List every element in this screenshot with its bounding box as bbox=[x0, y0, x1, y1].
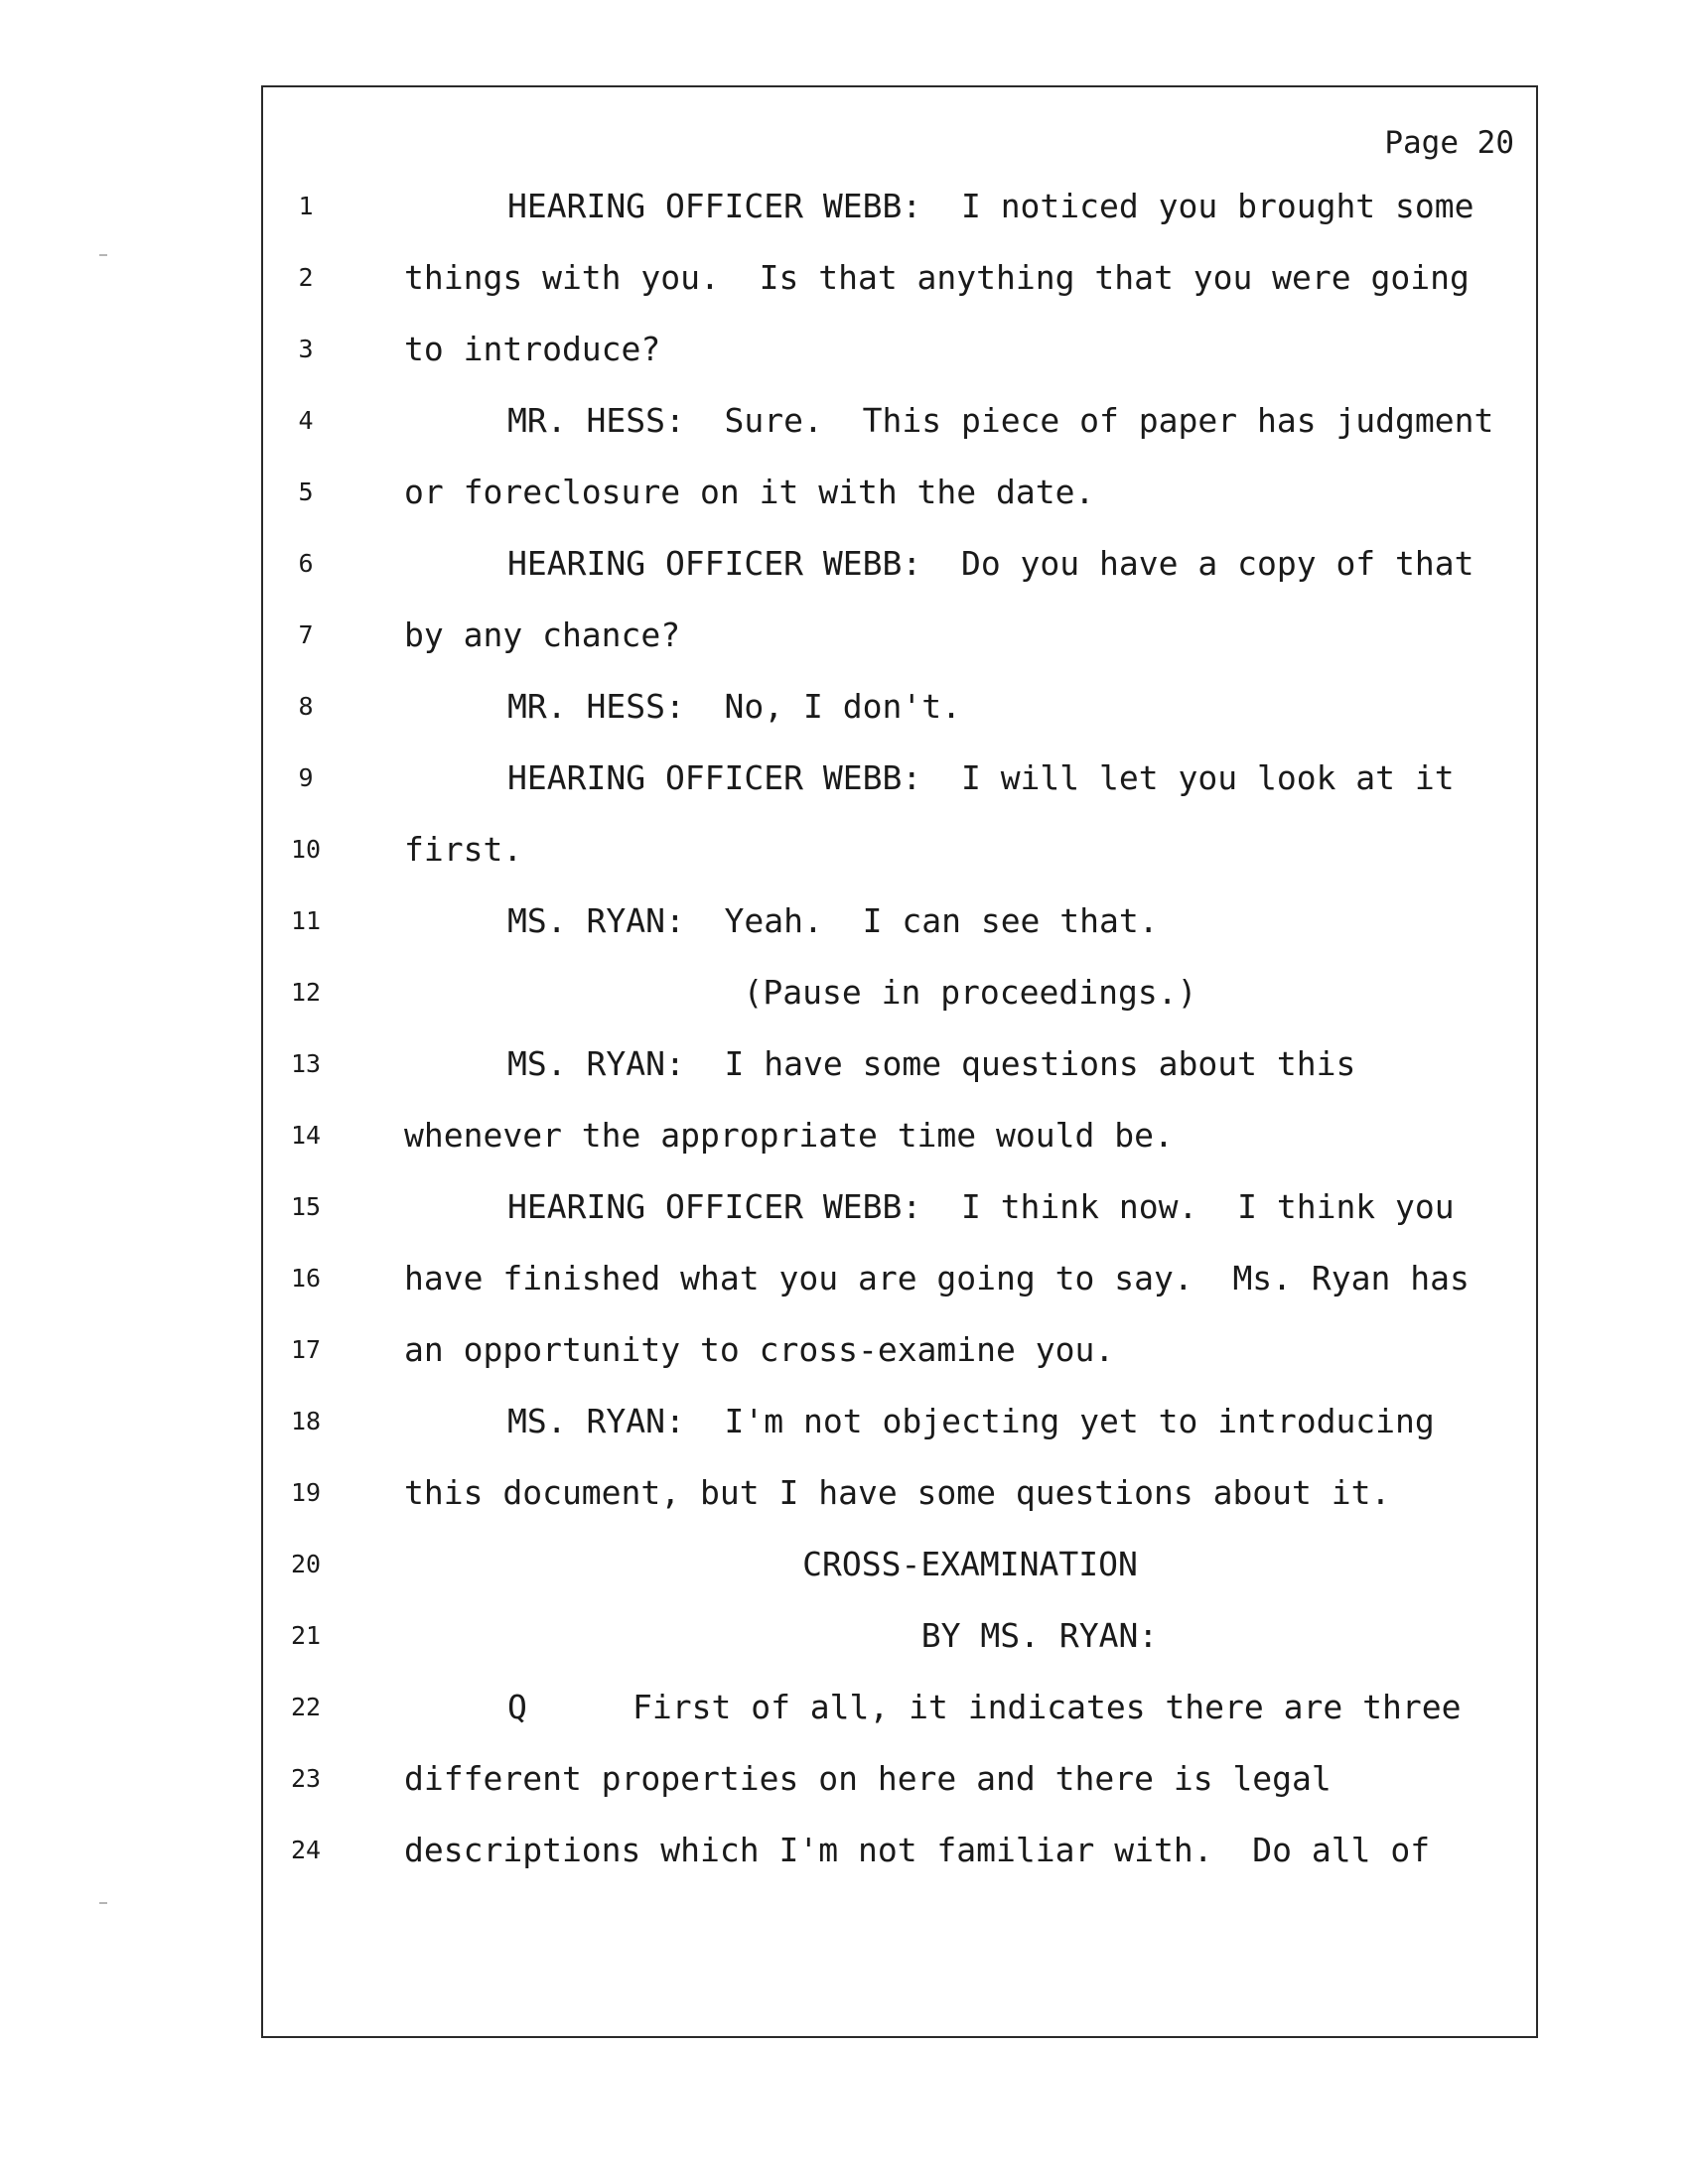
transcript-line bbox=[263, 687, 1536, 758]
line-text: First of all, it indicates there are three bbox=[632, 1688, 1462, 1726]
line-text: HEARING OFFICER WEBB: Do you have a copy of that bbox=[507, 544, 1474, 583]
line-number: 7 bbox=[298, 620, 314, 649]
line-text: things with you. Is that anything that you were going bbox=[404, 258, 1470, 297]
transcript-line bbox=[263, 1187, 1536, 1259]
line-text: CROSS-EXAMINATION bbox=[802, 1545, 1138, 1583]
line-number: 10 bbox=[290, 835, 322, 864]
line-number: 15 bbox=[290, 1192, 322, 1221]
line-number: 9 bbox=[298, 763, 314, 792]
question-label: Q bbox=[507, 1688, 527, 1726]
line-number: 22 bbox=[290, 1693, 322, 1721]
line-text: descriptions which I'm not familiar with. Do all of bbox=[404, 1831, 1431, 1869]
line-text: by any chance? bbox=[404, 615, 681, 654]
transcript-line bbox=[263, 615, 1536, 687]
transcript-line bbox=[263, 1116, 1536, 1187]
transcript-line bbox=[263, 1473, 1536, 1545]
line-text: to introduce? bbox=[404, 330, 661, 368]
margin-mark bbox=[99, 1902, 107, 1904]
transcript-line bbox=[263, 1616, 1536, 1688]
transcript-line bbox=[263, 1831, 1536, 1902]
transcript-line bbox=[263, 973, 1536, 1044]
line-number: 24 bbox=[290, 1836, 322, 1864]
transcript-line bbox=[263, 830, 1536, 901]
transcript-line bbox=[263, 473, 1536, 544]
line-text: MR. HESS: No, I don't. bbox=[507, 687, 961, 726]
line-text: HEARING OFFICER WEBB: I noticed you brought some bbox=[507, 187, 1474, 225]
line-text: HEARING OFFICER WEBB: I think now. I think you bbox=[507, 1187, 1455, 1226]
line-number: 21 bbox=[290, 1621, 322, 1650]
line-text: or foreclosure on it with the date. bbox=[404, 473, 1095, 511]
line-number: 8 bbox=[298, 692, 314, 721]
transcript-line bbox=[263, 1759, 1536, 1831]
transcript-line bbox=[263, 901, 1536, 973]
transcript-line bbox=[263, 1402, 1536, 1473]
transcript-line bbox=[263, 258, 1536, 330]
line-text: different properties on here and there is legal bbox=[404, 1759, 1332, 1798]
line-number: 13 bbox=[290, 1049, 322, 1078]
line-number: 18 bbox=[290, 1407, 322, 1435]
line-number: 3 bbox=[298, 335, 314, 363]
transcript-line bbox=[263, 1545, 1536, 1616]
line-number: 11 bbox=[290, 906, 322, 935]
line-number: 23 bbox=[290, 1764, 322, 1793]
line-text: this document, but I have some questions about it. bbox=[404, 1473, 1391, 1512]
line-number: 12 bbox=[290, 978, 322, 1007]
line-number: 6 bbox=[298, 549, 314, 578]
line-number: 1 bbox=[298, 192, 314, 220]
line-number: 16 bbox=[290, 1264, 322, 1293]
line-number: 2 bbox=[298, 263, 314, 292]
line-number: 19 bbox=[290, 1478, 322, 1507]
line-text: first. bbox=[404, 830, 523, 869]
line-number: 4 bbox=[298, 406, 314, 435]
line-text: have finished what you are going to say. Ms. Ryan has bbox=[404, 1259, 1470, 1297]
line-text: HEARING OFFICER WEBB: I will let you look at it bbox=[507, 758, 1455, 797]
transcript-line bbox=[263, 330, 1536, 401]
transcript-line bbox=[263, 187, 1536, 258]
line-number: 14 bbox=[290, 1121, 322, 1150]
transcript-line bbox=[263, 401, 1536, 473]
line-text: whenever the appropriate time would be. bbox=[404, 1116, 1174, 1155]
line-number: 20 bbox=[290, 1550, 322, 1578]
transcript-line bbox=[263, 544, 1536, 615]
line-number: 17 bbox=[290, 1335, 322, 1364]
transcript-line bbox=[263, 1044, 1536, 1116]
line-text: MS. RYAN: I'm not objecting yet to introducing bbox=[507, 1402, 1435, 1440]
line-text: an opportunity to cross-examine you. bbox=[404, 1330, 1115, 1369]
line-text: BY MS. RYAN: bbox=[920, 1616, 1159, 1655]
line-text: MR. HESS: Sure. This piece of paper has judgment bbox=[507, 401, 1494, 440]
line-text: (Pause in proceedings.) bbox=[743, 973, 1197, 1012]
line-number: 5 bbox=[298, 478, 314, 506]
line-text: MS. RYAN: Yeah. I can see that. bbox=[507, 901, 1159, 940]
page-number: Page 20 bbox=[1384, 125, 1514, 161]
margin-mark bbox=[99, 254, 107, 256]
transcript-line bbox=[263, 1688, 1536, 1759]
transcript-line bbox=[263, 1330, 1536, 1402]
transcript-page bbox=[261, 85, 1538, 2038]
transcript-line bbox=[263, 758, 1536, 830]
line-text: MS. RYAN: I have some questions about this bbox=[507, 1044, 1356, 1083]
transcript-line bbox=[263, 1259, 1536, 1330]
